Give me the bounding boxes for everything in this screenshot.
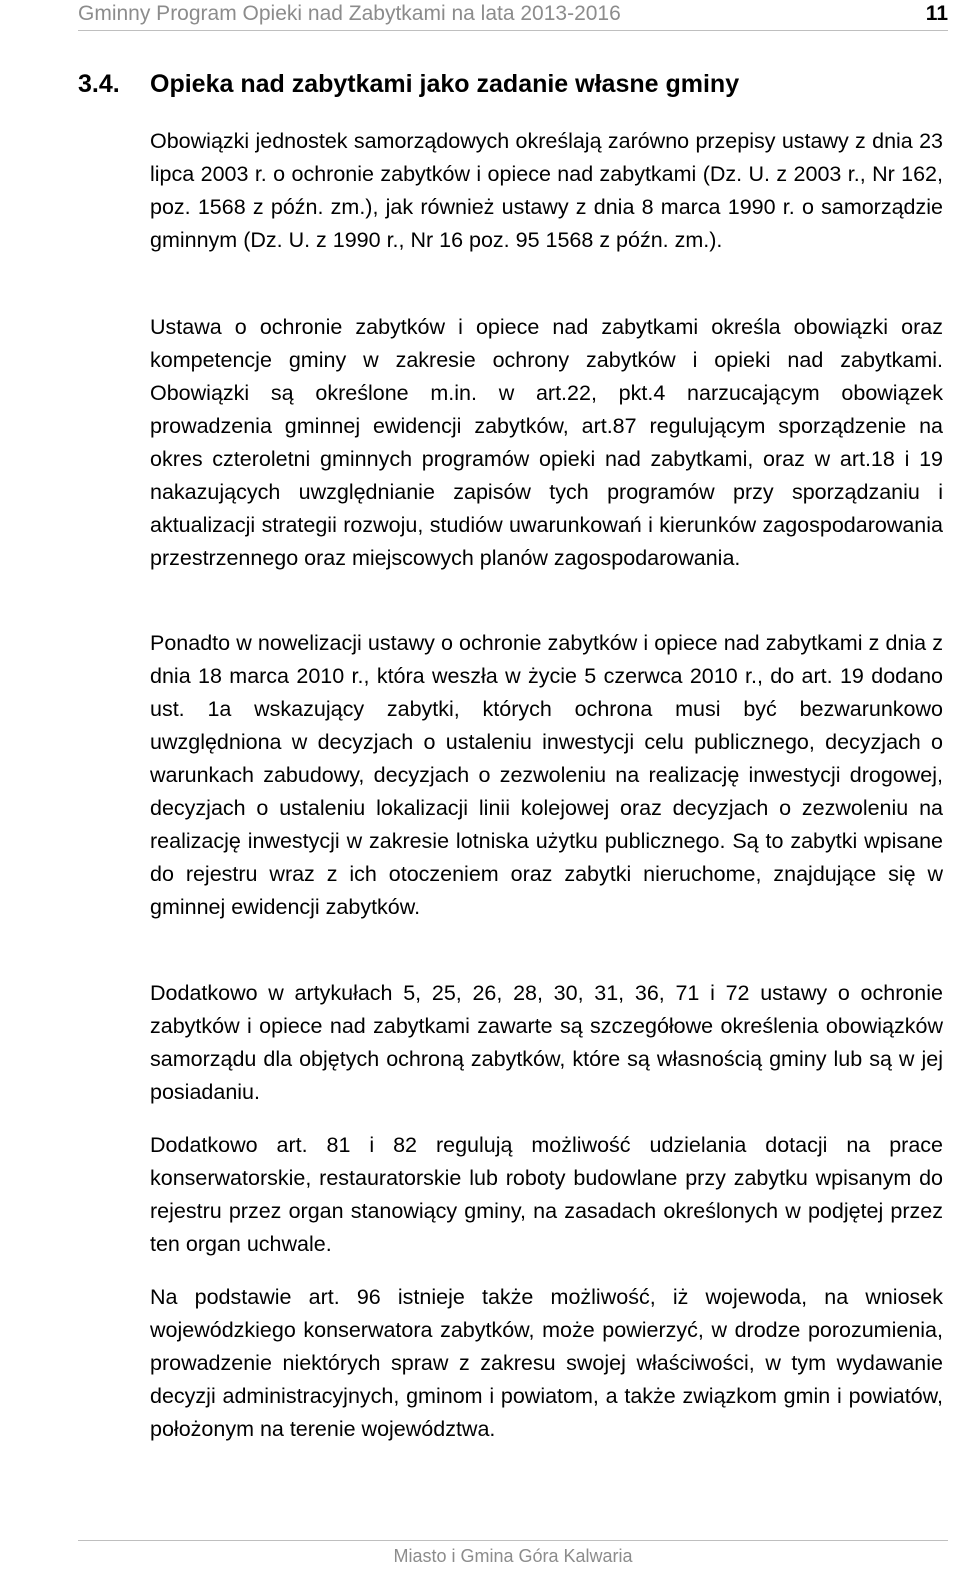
paragraph-2: Ustawa o ochronie zabytków i opiece nad zabytkami określa obowiązki oraz kompetencje gminy w zakresie ochrony zabytków i opieki nad zabytkami. Obowiązki są określone m.in. w art.22, pkt.4 narzucającym obowiązek prowadzenia gminnej ewidencji zabytków, art.87 regulującym sporządzenie na okres czteroletni gminnych programów opieki nad zabytkami, oraz w art.18 i 19 nakazujących uwzględnianie zapisów tych programów przy sporządzaniu i aktualizacji strategii rozwoju, studiów uwarunkowań i kierunków zagospodarowania przestrzennego oraz miejscowych planów zagospodarowania. bbox=[150, 315, 943, 570]
paragraph-5: Dodatkowo art. 81 i 82 regulują możliwość udzielania dotacji na prace konserwatorskie, restauratorskie lub roboty budowlane przy zabytku wpisanym do rejestru przez organ stanowiący gminy, na zasadach określonych w podjętej przez ten organ uchwale. bbox=[150, 1133, 943, 1256]
footer-text: Miasto i Gmina Góra Kalwaria bbox=[393, 1546, 633, 1566]
section-heading bbox=[78, 70, 948, 99]
paragraph-6: Na podstawie art. 96 istnieje także możliwość, iż wojewoda, na wniosek wojewódzkiego konserwatora zabytków, może powierzyć, w drodze porozumienia, prowadzenie niektórych spraw z zakresu swojej właściwości, w tym wydawanie decyzji administracyjnych, gminom i powiatom, a także związkom gmin i powiatów, położonym na terenie województwa. bbox=[150, 1285, 943, 1441]
page-header bbox=[78, 0, 948, 30]
footer-divider bbox=[78, 1540, 948, 1541]
section-title: Opieka nad zabytkami jako zadanie własne gminy bbox=[150, 70, 740, 98]
page-number: 11 bbox=[925, 2, 948, 25]
paragraph-3: Ponadto w nowelizacji ustawy o ochronie zabytków i opiece nad zabytkami z dnia z dnia 18 marca 2010 r., która weszła w życie 5 czerwca 2010 r., do art. 19 dodano ust. 1a wskazujący zabytki, których ochrona musi być bezwarunkowo uwzględniona w decyzjach o ustaleniu inwestycji celu publicznego, decyzjach o warunkach zabudowy, decyzjach o zezwoleniu na realizację inwestycji drogowej, decyzjach o ustaleniu lokalizacji linii kolejowej oraz decyzjach o zezwoleniu na realizację inwestycji w zakresie lotniska użytku publicznego. Są to zabytki wpisane do rejestru wraz z ich otoczeniem oraz zabytki nieruchome, znajdujące się w gminnej ewidencji zabytków. bbox=[150, 631, 943, 919]
section-number: 3.4. bbox=[78, 70, 120, 98]
header-title: Gminny Program Opieki nad Zabytkami na lata 2013-2016 bbox=[78, 2, 621, 25]
paragraph-1: Obowiązki jednostek samorządowych określają zarówno przepisy ustawy z dnia 23 lipca 2003 r. o ochronie zabytków i opiece nad zabytkami (Dz. U. z 2003 r., Nr 162, poz. 1568 z późn. zm.), jak również ustawy z dnia 8 marca 1990 r. o samorządzie gminnym (Dz. U. z 1990 r., Nr 16 poz. 95 1568 z późn. zm.). bbox=[150, 129, 943, 252]
page-footer bbox=[78, 1540, 948, 1570]
header-divider bbox=[78, 30, 948, 31]
paragraph-4: Dodatkowo w artykułach 5, 25, 26, 28, 30, 31, 36, 71 i 72 ustawy o ochronie zabytków i opiece nad zabytkami zawarte są szczegółowe określenia obowiązków samorządu dla objętych ochroną zabytków, które są własnością gminy lub są w jej posiadaniu. bbox=[150, 981, 943, 1104]
